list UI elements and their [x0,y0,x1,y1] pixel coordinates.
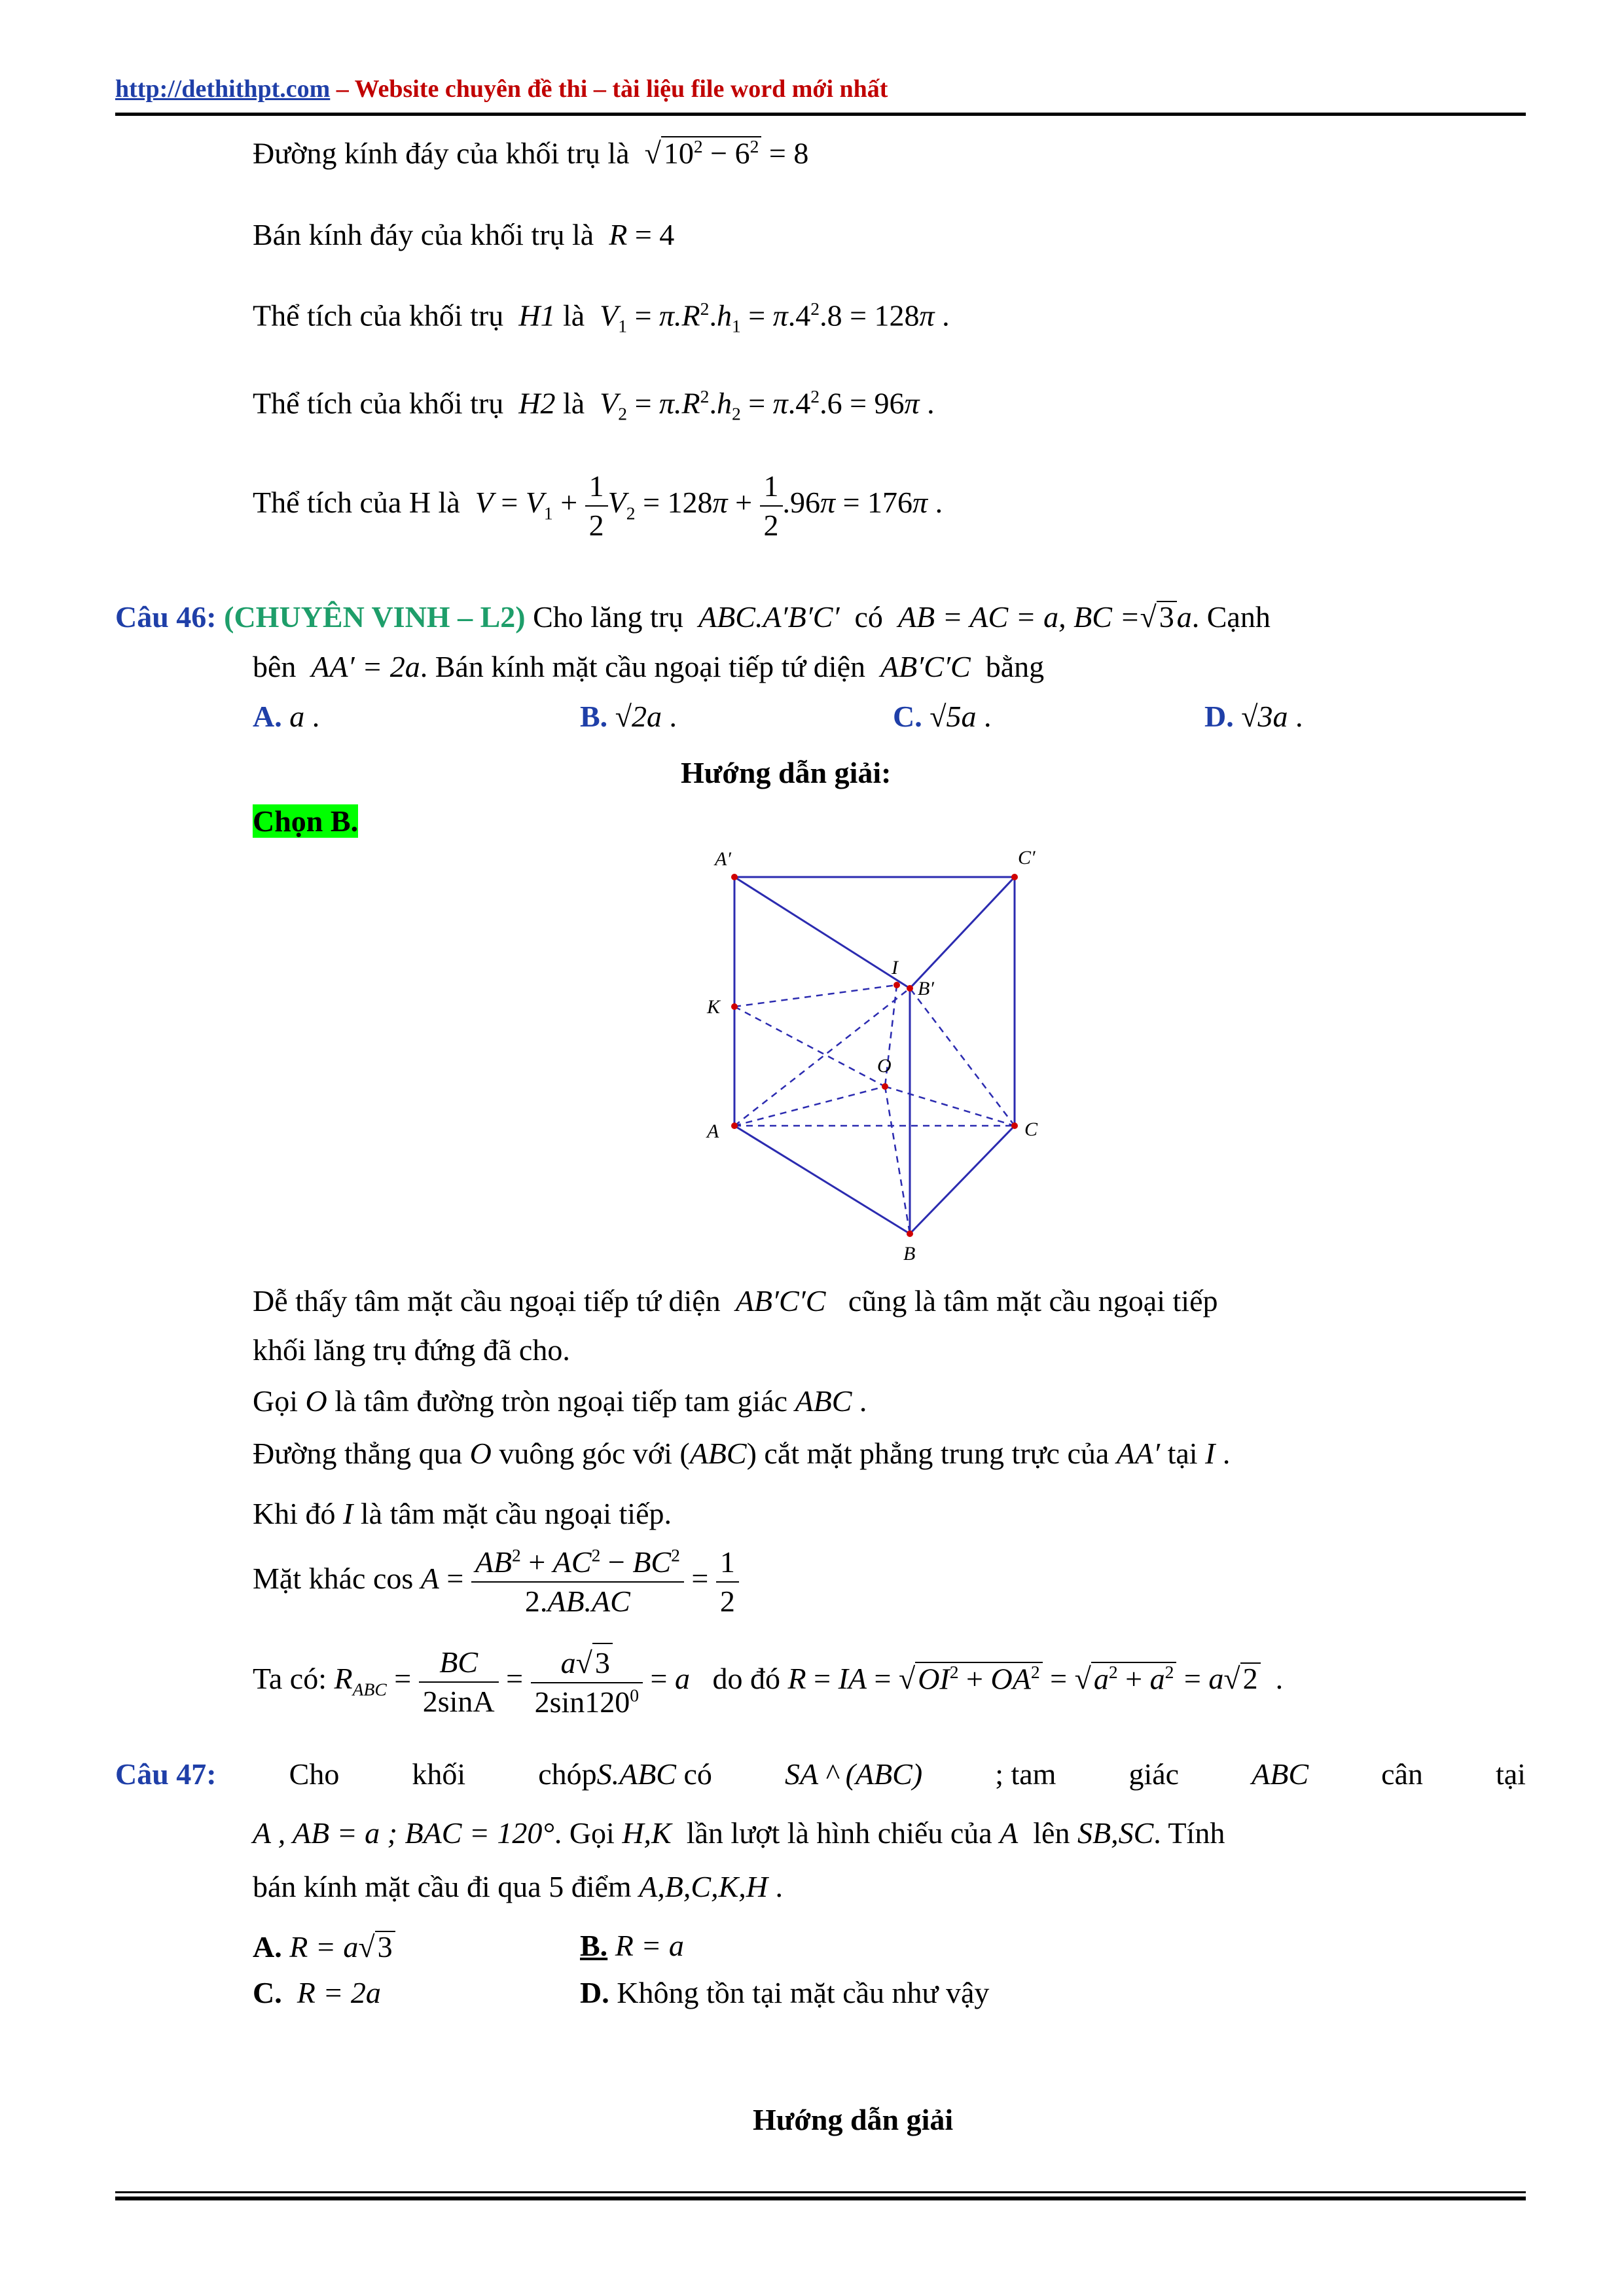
q46-choice-a[interactable]: A. a . [253,700,320,733]
q47-choice-a[interactable]: A. R = a√3 [253,1931,395,1962]
q46-choice-b[interactable]: B. √2a . [580,700,677,733]
prev-line-diameter: Đường kính đáy của khối trụ là $√10^2 - 6^2 = 8$ [253,136,809,170]
q46-label: Câu 46: [115,600,217,634]
label-a: A [707,1121,719,1142]
sol-line1: Dễ thấy tâm mặt cầu ngoại tiếp tứ diện AB′C′C cũng là tâm mặt cầu ngoại tiếp [253,1284,1218,1318]
header-link[interactable]: http://dethithpt.com [115,75,331,103]
seg-ki [734,985,897,1007]
sol-line5: Khi đó I là tâm mặt cầu ngoại tiếp. [253,1497,672,1530]
q46-choice-d[interactable]: D. √3a . [1204,700,1303,733]
point-c1 [1011,874,1018,880]
q47-line2: A , AB = a ; BAC = 120°. Gọi H,K lần lượt là hình chiếu của A lên SB,SC. Tính [253,1816,1225,1850]
q47-label: Câu 47: [115,1757,217,1791]
prism-figure [681,838,1047,1263]
q46-answer: Chọn B. [253,804,359,838]
label-k: K [707,996,721,1018]
seg-ob [885,1086,910,1234]
sol-line4: Đường thẳng qua O vuông góc với (ABC) cắt mặt phẳng trung trực của AA′ tại I . [253,1437,1231,1470]
q47-line3: bán kính mặt cầu đi qua 5 điểm A,B,C,K,H . [253,1870,783,1903]
point-a [731,1122,738,1129]
point-b1 [907,985,913,992]
point-o [882,1083,888,1090]
label-b1: B′ [918,978,934,999]
q47-line1: Câu 47: Cho khối chópS.ABC có SA ^ (ABC) ; tam giác ABC cân tại [115,1757,1526,1791]
q46-choice-c[interactable]: C. √5a . [893,700,992,733]
point-a1 [731,874,738,880]
q47-choice-d[interactable]: D. Không tồn tại mặt cầu như vậy [580,1976,990,2009]
q46-guide-heading: Hướng dẫn giải: [681,756,892,789]
label-i: I [892,957,898,978]
sol-line2: khối lăng trụ đứng đã cho. [253,1333,570,1367]
footer-rule-1 [115,2191,1526,2193]
footer-rule-2 [115,2197,1526,2200]
q47-choice-c[interactable]: C. R = 2a [253,1976,381,2009]
seg-oc [885,1086,1015,1126]
q47-choice-b[interactable]: B. R = a [580,1929,684,1962]
sol-line6: Mặt khác cos A = $\frac{AB^2 + AC^2 - BC^2}{2.AB.AC}$ = $\frac{1}{2}$ [253,1543,739,1620]
point-k [731,1003,738,1010]
point-i [893,982,900,988]
label-b: B [903,1243,916,1263]
prev-line-v1: Thể tích của khối trụ H1 là $V_1 = \pi.R^2.h_1 = \pi.4^2.8 = 128\pi$ . [253,298,950,336]
point-c [1011,1122,1018,1129]
prev-line-radius: Bán kính đáy của khối trụ là R = 4 [253,218,675,251]
sol-line7: Ta có: $R_{ABC}$ = $\frac{BC}{2\sin A}$ = $\frac{a√3}{2\sin 120^0}$ = a do đó R = IA = $√OI^2 + OA^2 = √a^2 + a^2 = a√2$ . [253,1643,1283,1721]
header-rule [115,113,1526,116]
label-c: C [1024,1119,1038,1140]
prev-line-v2: Thể tích của khối trụ H2 là $V_2 = \pi.R^2.h_2 = \pi.4^2.6 = 96\pi$ . [253,386,935,424]
label-a1: A′ [715,848,731,870]
point-b [907,1230,913,1237]
seg-ao [734,1086,885,1126]
header-title: – Website chuyên đề thi – tài liệu file word mới nhất [330,75,888,103]
label-o: O [877,1055,892,1077]
q47-guide-heading: Hướng dẫn giải [753,2103,954,2136]
edge-ab [734,1126,910,1234]
q46-source: (CHUYÊN VINH – L2) [224,600,526,634]
edge-bc [910,1126,1015,1234]
page-header [115,75,888,103]
edge-a1b1 [734,877,910,988]
q46-line1: Câu 46: (CHUYÊN VINH – L2) Cho lăng trụ ABC.A′B′C′ có AB = AC = a, BC =√3a. Cạnh [115,600,1271,634]
sol-line3: Gọi O là tâm đường tròn ngoại tiếp tam giác ABC . [253,1384,867,1418]
edge-b1c1 [910,877,1015,988]
q46-line2: bên AA′ = 2a. Bán kính mặt cầu ngoại tiếp tứ diện AB′C′C bằng [253,650,1045,683]
seg-cb1 [910,988,1015,1126]
prev-line-total: Thể tích của H là $V = V_1$ + $\frac{1}{2}$ $V_2 = 128\pi$ + $\frac{1}{2}$ .96π = 176π . [253,467,943,544]
label-c1: C′ [1018,847,1036,869]
seg-ko [734,1007,885,1086]
